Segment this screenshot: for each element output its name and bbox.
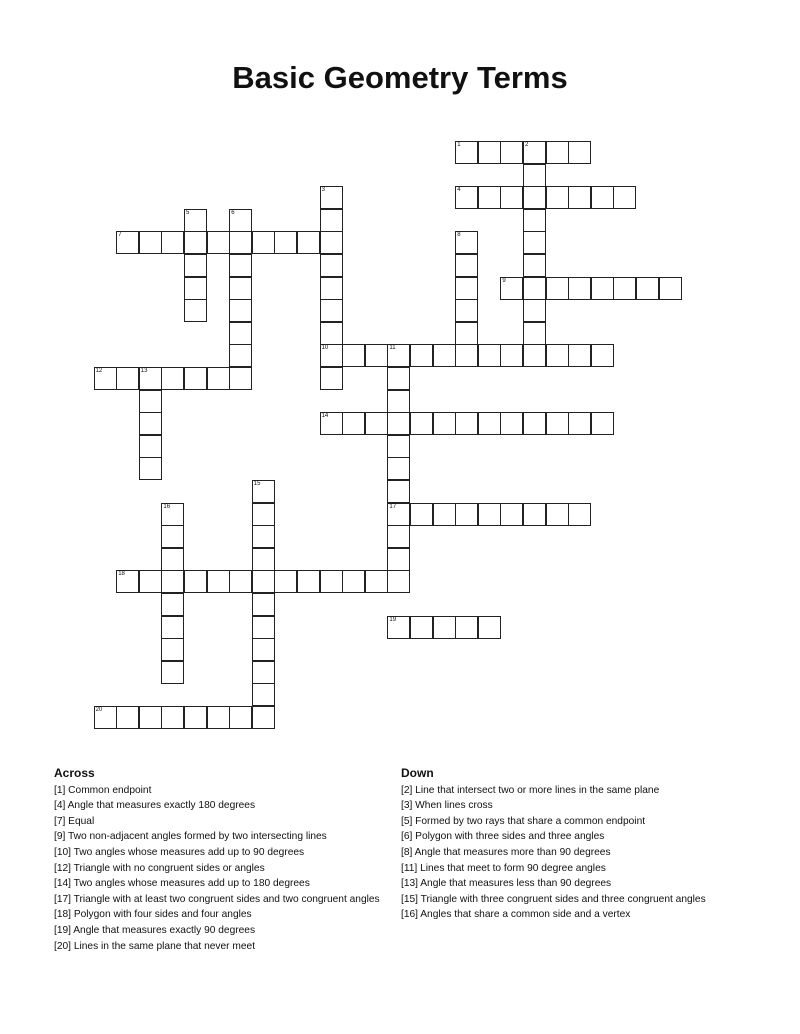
clue-item-number: [11] <box>401 862 421 874</box>
page-title: Basic Geometry Terms <box>232 60 568 95</box>
grid-cell[interactable] <box>252 548 275 571</box>
grid-cell[interactable] <box>433 344 456 367</box>
grid-cell[interactable] <box>320 412 343 435</box>
grid-cell[interactable] <box>116 706 139 729</box>
grid-cell[interactable] <box>342 344 365 367</box>
grid-cell[interactable] <box>320 322 343 345</box>
grid-cell[interactable] <box>161 661 184 684</box>
grid-cell[interactable] <box>184 209 207 232</box>
grid-cell[interactable] <box>455 186 478 209</box>
clue-number: 2 <box>525 142 529 148</box>
clue-item-text: Polygon with four sides and four angles <box>73 909 252 921</box>
clue-item <box>54 829 392 845</box>
clue-item-text: Angle that measures exactly 90 degrees <box>73 924 256 936</box>
grid-cell[interactable] <box>94 367 117 390</box>
grid-cell[interactable] <box>161 638 184 661</box>
grid-cell[interactable] <box>523 322 546 345</box>
grid-cell[interactable] <box>546 186 569 209</box>
down-clue-list <box>401 783 746 923</box>
grid-cell[interactable] <box>139 231 162 254</box>
grid-cell[interactable] <box>139 390 162 413</box>
grid-cell[interactable] <box>568 186 591 209</box>
grid-cell[interactable] <box>116 231 139 254</box>
clue-number: 10 <box>321 345 329 352</box>
grid-cell[interactable] <box>252 593 275 616</box>
grid-cell[interactable] <box>297 570 320 593</box>
grid-cell[interactable] <box>523 344 546 367</box>
grid-cell[interactable] <box>229 254 252 277</box>
grid-cell[interactable] <box>207 706 230 729</box>
grid-cell[interactable] <box>320 570 343 593</box>
grid-cell[interactable] <box>184 706 207 729</box>
clue-item-number: [17] <box>54 893 74 905</box>
grid-cell[interactable] <box>387 412 410 435</box>
grid-cell[interactable] <box>546 277 569 300</box>
grid-cell[interactable] <box>229 322 252 345</box>
grid-cell[interactable] <box>387 548 410 571</box>
grid-cell[interactable] <box>410 344 433 367</box>
grid-cell[interactable] <box>523 164 546 187</box>
clue-number: 4 <box>457 187 461 194</box>
clue-item-text: Equal <box>68 815 95 827</box>
grid-cell[interactable] <box>207 367 230 390</box>
grid-cell[interactable] <box>320 344 343 367</box>
grid-cell[interactable] <box>229 209 252 232</box>
clue-item-text: Lines that meet to form 90 degree angles <box>420 862 606 874</box>
grid-cell[interactable] <box>500 186 523 209</box>
grid-cell[interactable] <box>591 277 614 300</box>
clue-item <box>54 783 392 799</box>
clue-item <box>54 798 392 814</box>
grid-cell[interactable] <box>184 299 207 322</box>
clue-item-text: Triangle with no congruent sides or angles <box>73 862 265 874</box>
grid-cell[interactable] <box>387 457 410 480</box>
clue-number: 12 <box>95 368 103 374</box>
grid-cell[interactable] <box>252 683 275 706</box>
grid-cell[interactable] <box>523 503 546 526</box>
clue-item-number: [4] <box>54 800 68 812</box>
grid-cell[interactable] <box>387 503 410 526</box>
clue-item-text: Line that intersect two or more lines in the same plane <box>415 784 660 796</box>
clue-item-text: Angles that share a common side and a vertex <box>420 909 631 921</box>
clue-number: 9 <box>502 277 506 284</box>
clue-item-number: [10] <box>54 846 74 858</box>
clue-item-number: [16] <box>401 909 421 921</box>
grid-cell[interactable] <box>252 706 275 729</box>
clue-item <box>54 939 392 955</box>
clue-item-text: Triangle with at least two congruent sides and two congruent angles <box>73 893 380 905</box>
grid-cell[interactable] <box>478 141 501 164</box>
clue-item <box>401 814 746 830</box>
grid-cell[interactable] <box>523 141 546 164</box>
grid-cell[interactable] <box>500 412 523 435</box>
grid-cell[interactable] <box>161 706 184 729</box>
grid-cell[interactable] <box>500 503 523 526</box>
grid-cell[interactable] <box>659 277 682 300</box>
grid-cell[interactable] <box>387 570 410 593</box>
clue-item <box>54 861 392 877</box>
grid-cell[interactable] <box>161 367 184 390</box>
clue-item <box>401 783 746 799</box>
grid-cell[interactable] <box>478 344 501 367</box>
clue-number: 6 <box>231 209 235 216</box>
grid-cell[interactable] <box>455 322 478 345</box>
grid-cell[interactable] <box>320 254 343 277</box>
grid-cell[interactable] <box>523 412 546 435</box>
grid-cell[interactable] <box>410 412 433 435</box>
clue-item-text: When lines cross <box>415 800 493 812</box>
grid-cell[interactable] <box>184 254 207 277</box>
clue-item-number: [9] <box>54 831 68 843</box>
grid-cell[interactable] <box>455 254 478 277</box>
clue-item-text: Lines in the same plane that never meet <box>73 940 256 952</box>
clue-item-number: [6] <box>401 831 416 843</box>
grid-cell[interactable] <box>161 503 184 526</box>
grid-cell[interactable] <box>387 344 410 367</box>
clue-item <box>54 892 392 908</box>
grid-cell[interactable] <box>320 209 343 232</box>
clue-item <box>54 907 392 923</box>
clue-item-number: [5] <box>401 815 416 827</box>
clue-item-number: [12] <box>54 862 74 874</box>
clue-item-number: [15] <box>401 893 421 905</box>
clue-item-number: [19] <box>54 924 74 936</box>
grid-cell[interactable] <box>229 344 252 367</box>
grid-cell[interactable] <box>546 412 569 435</box>
clue-item-number: [2] <box>401 784 416 796</box>
clue-item-number: [18] <box>54 909 74 921</box>
clue-number: 14 <box>321 413 329 420</box>
grid-cell[interactable] <box>139 412 162 435</box>
grid-cell[interactable] <box>252 525 275 548</box>
clue-item <box>401 876 746 892</box>
clue-number: 13 <box>140 368 148 374</box>
across-clues <box>54 766 392 954</box>
grid-cell[interactable] <box>365 570 388 593</box>
grid-cell[interactable] <box>455 503 478 526</box>
clue-number: 15 <box>253 481 261 487</box>
clue-item <box>401 861 746 877</box>
clue-item <box>401 892 746 908</box>
grid-cell[interactable] <box>568 141 591 164</box>
clue-item <box>54 845 392 861</box>
grid-cell[interactable] <box>387 390 410 413</box>
grid-cell[interactable] <box>161 231 184 254</box>
grid-cell[interactable] <box>455 231 478 254</box>
grid-cell[interactable] <box>320 186 343 209</box>
grid-cell[interactable] <box>410 503 433 526</box>
grid-cell[interactable] <box>591 186 614 209</box>
grid-cell[interactable] <box>342 570 365 593</box>
clue-item <box>401 829 746 845</box>
clue-item-text: Two non-adjacent angles formed by two intersecting lines <box>67 831 327 843</box>
clue-item <box>54 923 392 939</box>
grid-cell[interactable] <box>342 412 365 435</box>
grid-cell[interactable] <box>613 277 636 300</box>
grid-cell[interactable] <box>500 344 523 367</box>
grid-cell[interactable] <box>387 435 410 458</box>
clue-item-number: [13] <box>401 878 421 890</box>
grid-cell[interactable] <box>229 570 252 593</box>
grid-cell[interactable] <box>252 661 275 684</box>
clue-number: 5 <box>186 209 190 216</box>
grid-cell[interactable] <box>568 344 591 367</box>
grid-cell[interactable] <box>523 254 546 277</box>
grid-cell[interactable] <box>387 525 410 548</box>
clue-number: 8 <box>457 232 461 239</box>
clue-item-number: [1] <box>54 784 69 796</box>
clue-number: 18 <box>118 571 125 578</box>
grid-cell[interactable] <box>184 367 207 390</box>
grid-cell[interactable] <box>252 231 275 254</box>
grid-cell[interactable] <box>591 412 614 435</box>
grid-cell[interactable] <box>591 344 614 367</box>
clue-item <box>401 798 746 814</box>
clue-number: 11 <box>389 345 396 352</box>
clue-item-number: [8] <box>401 846 415 858</box>
clue-number: 16 <box>163 503 171 510</box>
grid-cell[interactable] <box>387 367 410 390</box>
grid-cell[interactable] <box>365 412 388 435</box>
clue-item-text: Angle that measures exactly 180 degrees <box>67 800 256 812</box>
grid-cell[interactable] <box>274 231 297 254</box>
grid-cell[interactable] <box>523 186 546 209</box>
grid-cell[interactable] <box>229 299 252 322</box>
grid-cell[interactable] <box>433 503 456 526</box>
grid-cell[interactable] <box>455 616 478 639</box>
grid-cell[interactable] <box>139 457 162 480</box>
across-clue-list <box>54 783 392 955</box>
clue-number: 1 <box>457 142 461 148</box>
grid-cell[interactable] <box>523 299 546 322</box>
grid-cell[interactable] <box>433 412 456 435</box>
grid-cell[interactable] <box>636 277 659 300</box>
grid-cell[interactable] <box>546 141 569 164</box>
clue-item-text: Common endpoint <box>68 784 152 796</box>
grid-cell[interactable] <box>274 570 297 593</box>
grid-cell[interactable] <box>478 616 501 639</box>
clue-item-text: Formed by two rays that share a common endpoint <box>415 815 646 827</box>
clue-item <box>54 876 392 892</box>
grid-cell[interactable] <box>184 570 207 593</box>
grid-cell[interactable] <box>500 277 523 300</box>
grid-cell[interactable] <box>568 503 591 526</box>
grid-cell[interactable] <box>161 548 184 571</box>
grid-cell[interactable] <box>455 299 478 322</box>
grid-cell[interactable] <box>568 277 591 300</box>
grid-cell[interactable] <box>387 616 410 639</box>
grid-cell[interactable] <box>252 616 275 639</box>
clue-number: 20 <box>95 707 103 713</box>
grid-cell[interactable] <box>116 367 139 390</box>
grid-cell[interactable] <box>94 706 117 729</box>
clue-item-number: [3] <box>401 800 416 812</box>
grid-cell[interactable] <box>478 186 501 209</box>
grid-cell[interactable] <box>523 209 546 232</box>
grid-cell[interactable] <box>455 412 478 435</box>
grid-cell[interactable] <box>523 277 546 300</box>
clue-item-text: Two angles whose measures add up to 90 degrees <box>73 846 305 858</box>
grid-cell[interactable] <box>387 480 410 503</box>
clue-number: 19 <box>389 616 397 623</box>
grid-cell[interactable] <box>320 299 343 322</box>
grid-cell[interactable] <box>139 367 162 390</box>
grid-cell[interactable] <box>229 367 252 390</box>
grid-cell[interactable] <box>500 141 523 164</box>
grid-cell[interactable] <box>455 141 478 164</box>
grid-cell[interactable] <box>161 525 184 548</box>
clue-item-text: Polygon with three sides and three angles <box>415 831 605 843</box>
clue-item-text: Angle that measures less than 90 degrees <box>420 878 612 890</box>
grid-cell[interactable] <box>523 231 546 254</box>
grid-cell[interactable] <box>320 367 343 390</box>
grid-cell[interactable] <box>229 706 252 729</box>
grid-cell[interactable] <box>161 593 184 616</box>
clue-item-number: [14] <box>54 878 74 890</box>
grid-cell[interactable] <box>139 570 162 593</box>
grid-cell[interactable] <box>252 638 275 661</box>
grid-cell[interactable] <box>252 503 275 526</box>
clue-item-text: Triangle with three congruent sides and three congruent angles <box>420 893 706 905</box>
clue-number: 3 <box>321 187 325 194</box>
clue-item-text: Angle that measures more than 90 degrees <box>414 846 611 858</box>
grid-cell[interactable] <box>207 231 230 254</box>
clue-number: 7 <box>118 232 122 239</box>
clue-item <box>401 907 746 923</box>
clue-item-text: Two angles whose measures add up to 180 degrees <box>73 878 310 890</box>
down-heading: Down <box>401 766 434 780</box>
grid-cell[interactable] <box>433 616 456 639</box>
grid-cell[interactable] <box>184 277 207 300</box>
grid-cell[interactable] <box>297 231 320 254</box>
clue-item-number: [7] <box>54 815 69 827</box>
grid-cell[interactable] <box>139 706 162 729</box>
grid-cell[interactable] <box>116 570 139 593</box>
grid-cell[interactable] <box>229 277 252 300</box>
grid-cell[interactable] <box>365 344 388 367</box>
grid-cell[interactable] <box>252 570 275 593</box>
grid-cell[interactable] <box>568 412 591 435</box>
grid-cell[interactable] <box>455 277 478 300</box>
grid-cell[interactable] <box>207 570 230 593</box>
across-heading: Across <box>54 766 95 780</box>
grid-cell[interactable] <box>478 412 501 435</box>
grid-cell[interactable] <box>139 435 162 458</box>
grid-cell[interactable] <box>478 503 501 526</box>
grid-cell[interactable] <box>161 616 184 639</box>
clue-item <box>401 845 746 861</box>
grid-cell[interactable] <box>252 480 275 503</box>
grid-cell[interactable] <box>613 186 636 209</box>
grid-cell[interactable] <box>320 231 343 254</box>
grid-cell[interactable] <box>455 344 478 367</box>
grid-cell[interactable] <box>229 231 252 254</box>
grid-cell[interactable] <box>320 277 343 300</box>
clue-item-number: [20] <box>54 940 74 952</box>
clue-item <box>54 814 392 830</box>
clue-number: 17 <box>389 503 397 510</box>
grid-cell[interactable] <box>410 616 433 639</box>
grid-cell[interactable] <box>161 570 184 593</box>
grid-cell[interactable] <box>184 231 207 254</box>
down-clues <box>401 766 746 923</box>
grid-cell[interactable] <box>546 503 569 526</box>
grid-cell[interactable] <box>546 344 569 367</box>
